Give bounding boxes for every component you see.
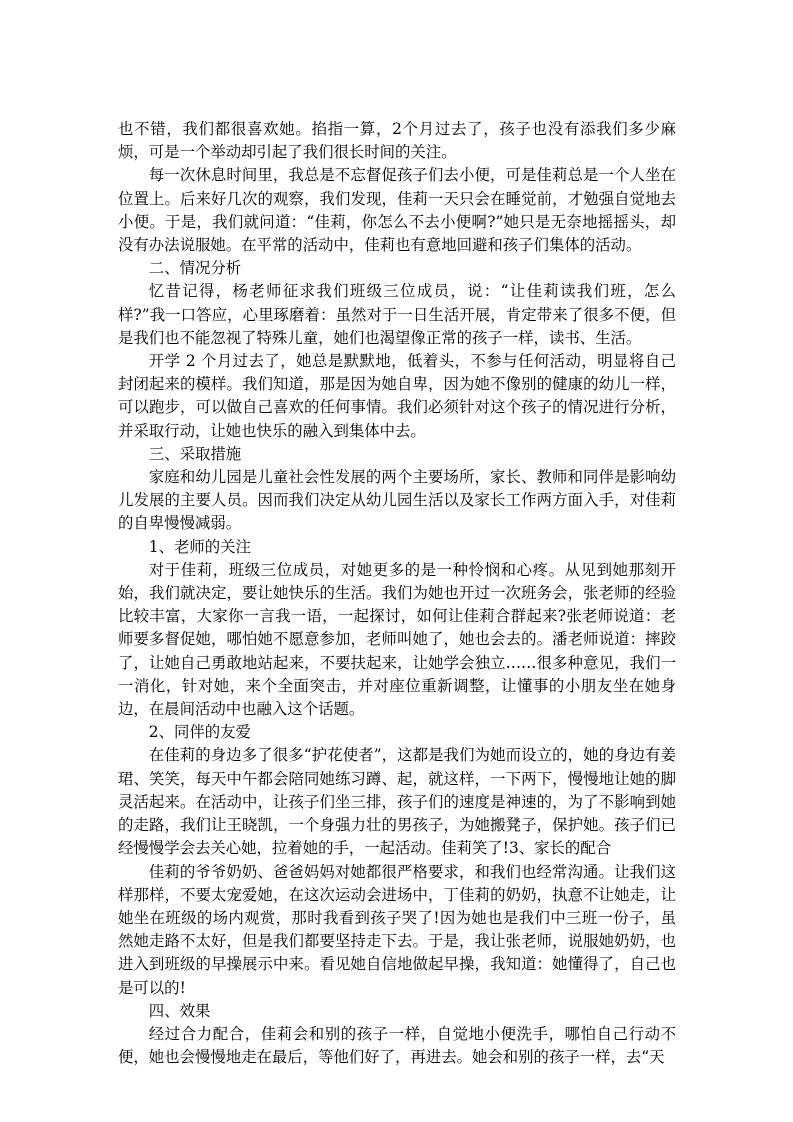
document-page — [118, 118, 676, 1069]
subheading-teacher-attention: 1、老师的关注 — [148, 537, 251, 556]
subheading-peer-care: 2、同伴的友爱 — [148, 723, 251, 742]
paragraph-toilet-observation: 每一次休息时间里，我总是不忘督促孩子们去小便，可是佳莉总是一个人坐在位置上。后来好几次的观察，我们发现，佳莉一天只会在睡觉前，才勉强自觉地去小便。于是，我们就问道：“佳莉，你怎么不去小便啊?”她只是无奈地摇摇头，却没有办法说服她。在平常的活动中，佳莉也有意地回避和孩子们集体的活动。 — [118, 166, 676, 255]
paragraph-teacher-attention: 对于佳莉，班级三位成员，对她更多的是一种怜悯和心疼。从见到她那刻开始，我们就决定，要让她快乐的生活。我们为她也开过一次班务会，张老师的经验比较丰富，大家你一言我一语，一起探讨，如何让佳莉合群起来?张老师说道：老师要多督促她，哪怕她不愿意参加，老师叫她了，她也会去的。潘老师说道：摔跤了，让她自己勇敢地站起来，不要扶起来，让她学会独立……很多种意见，我们一一消化，针对她，来个全面突击，并对座位重新调整，让懂事的小朋友坐在她身边，在晨间活动中也融入这个话题。 — [118, 560, 676, 719]
paragraph-recollection: 忆昔记得，杨老师征求我们班级三位成员，说：“让佳莉读我们班，怎么样?”我一口答应，心里琢磨着：虽然对于一日生活开展，肯定带来了很多不便，但是我们也不能忽视了特殊儿童，她们也渴望像正常的孩子一样，读书、生活。 — [118, 282, 676, 347]
section-heading-effect: 四、效果 — [148, 1001, 211, 1020]
section-heading-measures: 三、采取措施 — [148, 444, 242, 463]
paragraph-two-months: 开学 2 个月过去了，她总是默默地，低着头，不参与任何活动，明显将自己封闭起来的模样。我们知道，那是因为她自卑，因为她不像别的健康的幼儿一样，可以跑步，可以做自己喜欢的任何事情。我们必须针对这个孩子的情况进行分析，并采取行动，让她也快乐的融入到集体中去。 — [118, 352, 676, 440]
paragraph-peer-care: 在佳莉的身边多了很多“护花使者”，这都是我们为她而设立的，她的身边有姜珺、笑笑，每天中午都会陪同她练习蹲、起，就这样，一下两下，慢慢地让她的脚灵活起来。在活动中，让孩子们坐三排，孩子们的速度是神速的，为了不影响到她的走路，我们让王晓凯，一个身强力壮的男孩子，为她搬凳子，保护她。孩子们已经慢慢学会去关心她，拉着她的手，一起活动。佳莉笑了!3、家长的配合 — [118, 746, 676, 858]
paragraph-family-school: 家庭和幼儿园是儿童社会性发展的两个主要场所，家长、教师和同伴是影响幼儿发展的主要人员。因而我们决定从幼儿园生活以及家长工作两方面入手，对佳莉的自卑慢慢减弱。 — [118, 468, 676, 533]
paragraph-effect: 经过合力配合，佳莉会和别的孩子一样，自觉地小便洗手，哪怕自己行动不便，她也会慢慢地走在最后，等他们好了，再进去。她会和别的孩子一样，去“天 — [118, 1024, 676, 1067]
paragraph-parent-cooperation: 佳莉的爷爷奶奶、爸爸妈妈对她都很严格要求，和我们也经常沟通。让我们这样那样，不要太宠爱她，在这次运动会进场中，丁佳莉的奶奶，执意不让她走，让她坐在班级的场内观赏，那时我看到孩子哭了!因为她也是我们中三班一份子，虽然她走路不太好，但是我们都要坚持走下去。于是，我让张老师，说服她奶奶，也进入到班级的早操展示中来。看见她自信地做起早操，我知道：她懂得了，自己也是可以的! — [118, 862, 676, 997]
section-heading-analysis: 二、情况分析 — [148, 259, 242, 278]
paragraph-intro-end: 也不错，我们都很喜欢她。掐指一算，2个月过去了，孩子也没有添我们多少麻烦，可是一个举动却引起了我们很长时间的关注。 — [118, 120, 676, 162]
